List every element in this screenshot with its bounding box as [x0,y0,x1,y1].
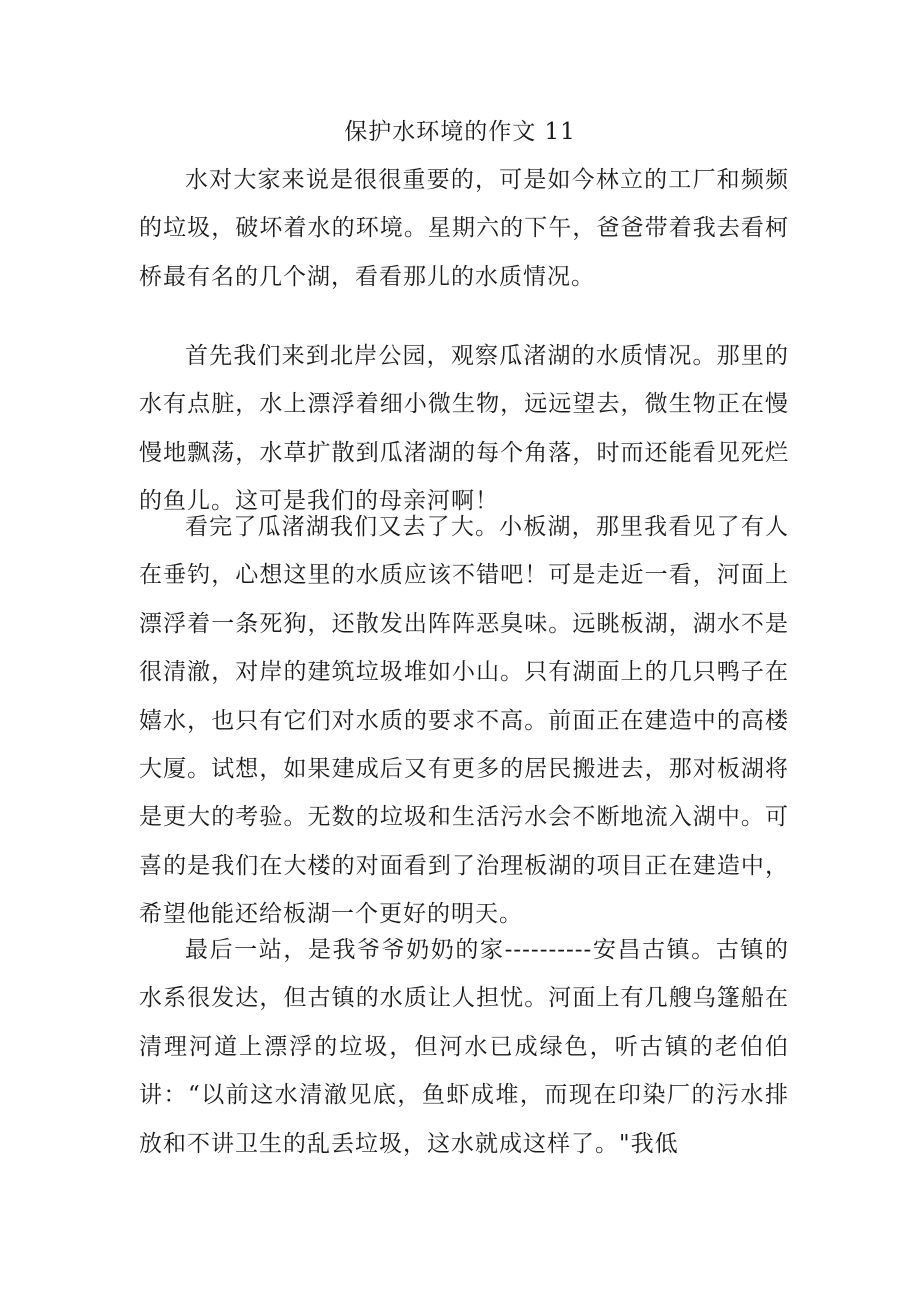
document-title: 保护水环境的作文 11 [344,119,576,145]
paragraph-1: 水对大家来说是很很重要的，可是如今林立的工厂和频频的垃圾，破坏着水的环境。星期六的下午，爸爸带着我去看柯桥最有名的几个湖，看看那儿的水质情况。 [139,167,789,290]
paragraph-4: 最后一站，是我爷爷奶奶的家----------安昌古镇。古镇的水系很发达，但古镇的水质让人担忧。河面上有几艘乌篷船在清理河道上漂浮的垃圾，但河水已成绿色，听古镇的老伯伯讲：“以前这水清澈见底，鱼虾成堆，而现在印染厂的污水排放和不讲卫生的乱丢垃圾，这水就成这样了。"我低 [139,937,789,1157]
paragraph-3: 看完了瓜渚湖我们又去了大。小板湖，那里我看见了有人在垂钓，心想这里的水质应该不错吧！可是走近一看，河面上漂浮着一条死狗，还散发出阵阵恶臭味。远眺板湖，湖水不是很清澈，对岸的建筑垃圾堆如小山。只有湖面上的几只鸭子在嬉水，也只有它们对水质的要求不高。前面正在建造中的高楼大厦。试想，如果建成后又有更多的居民搬进去，那对板湖将是更大的考验。无数的垃圾和生活污水会不断地流入湖中。可喜的是我们在大楼的对面看到了治理板湖的项目正在建造中，希望他能还给板湖一个更好的明天。 [139,514,789,928]
paragraph-2: 首先我们来到北岸公园，观察瓜渚湖的水质情况。那里的水有点脏，水上漂浮着细小微生物，远远望去，微生物正在慢慢地飘荡，水草扩散到瓜渚湖的每个角落，时而还能看见死烂的鱼儿。这可是我们的母亲河啊！ [139,343,789,515]
